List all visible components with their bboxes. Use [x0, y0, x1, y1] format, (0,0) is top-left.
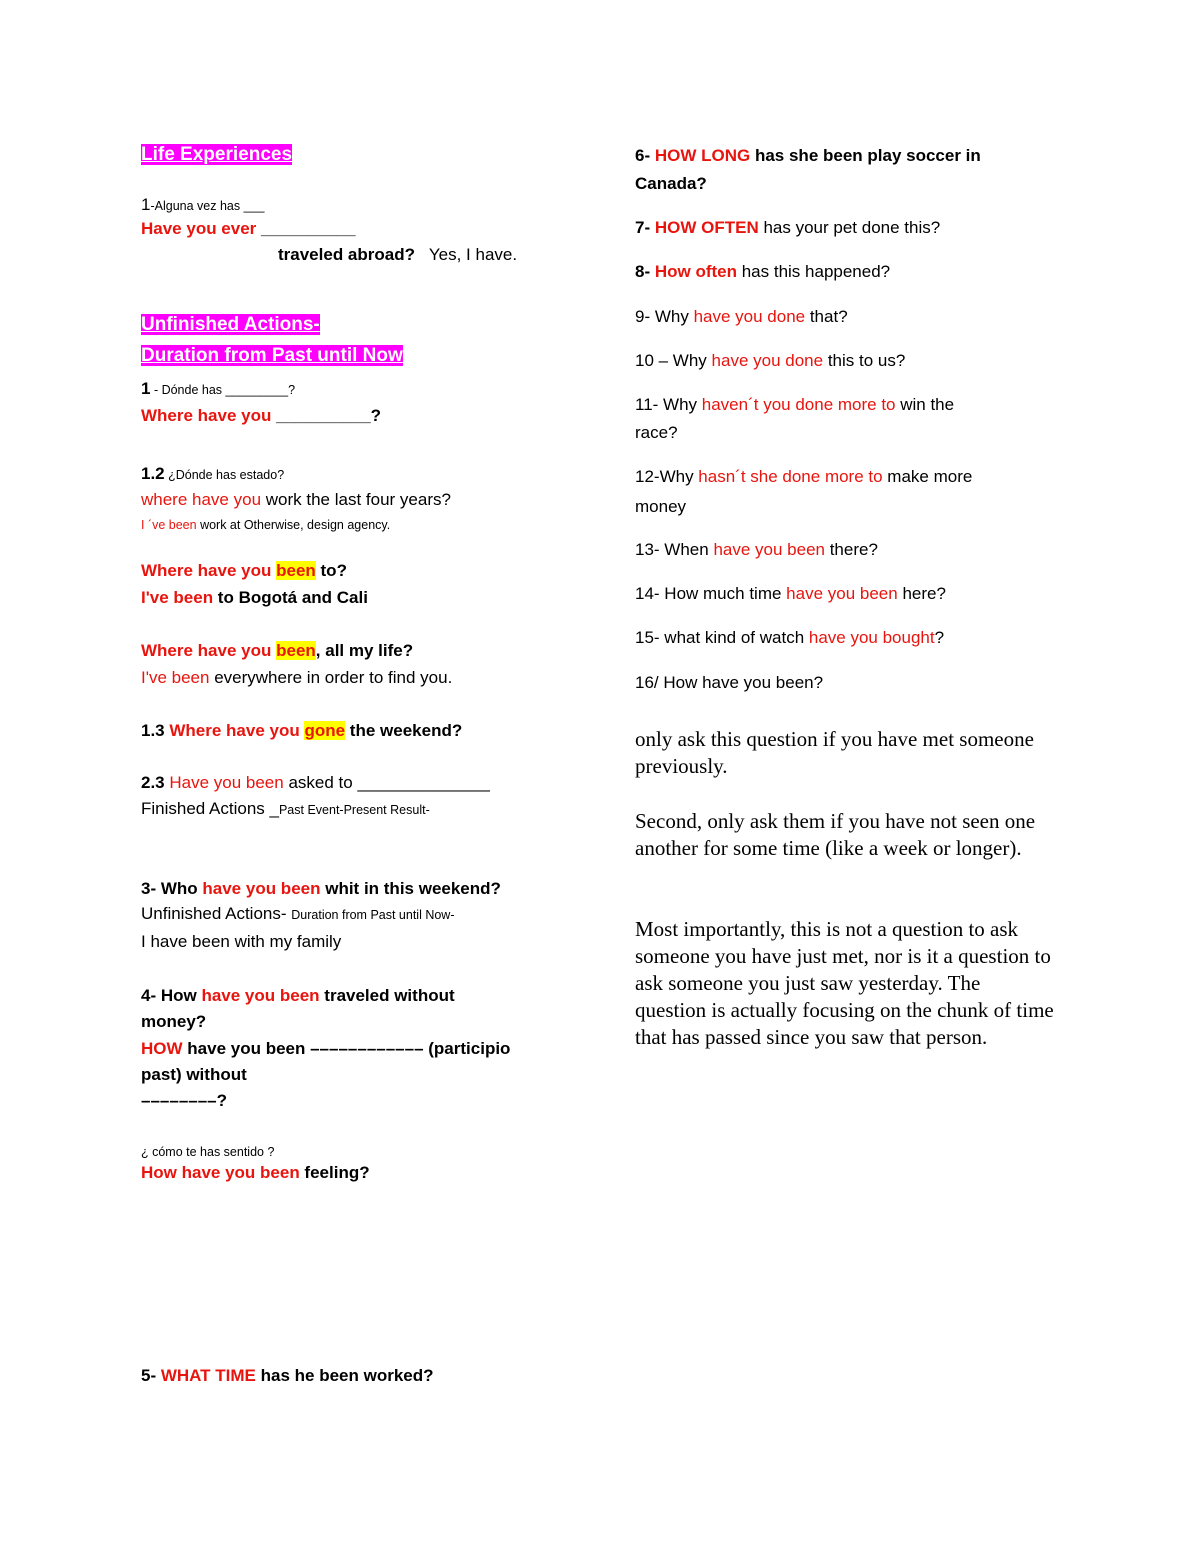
been-to-question: Where have you been to?: [141, 561, 347, 580]
paragraph-3: Most importantly, this is not a question to ask someone you have just met, nor is it a question to ask someone you just saw yesterday. The question is actually focusing on the chunk of time that has passed since you saw that person.: [635, 917, 1054, 1049]
q14: 14- How much time have you been here?: [635, 584, 946, 603]
paragraph-2: Second, only ask them if you have not seen one another for some time (like a week or longer).: [635, 809, 1036, 860]
q15: 15- what kind of watch have you bought?: [635, 628, 945, 647]
q13: 13- When have you been there?: [635, 540, 878, 559]
been-to-answer: I've been to Bogotá and Cali: [141, 588, 368, 607]
s23-question: 2.3 Have you been asked to ______________: [141, 773, 490, 792]
s23-finished-actions: Finished Actions _Past Event-Present Result-: [141, 799, 430, 818]
s4-line-3: HOW have you been –––––––––––– (participio: [141, 1039, 511, 1058]
paragraph-1: only ask this question if you have met someone previously.: [635, 727, 1034, 778]
s12-answer: I ´ve been work at Otherwise, design agency.: [141, 518, 391, 532]
s12-spanish: 1.2 ¿Dónde has estado?: [141, 464, 285, 483]
q9: 9- Why have you done that?: [635, 307, 848, 326]
life-question: Have you ever __________: [141, 219, 356, 238]
q12-line-1: 12-Why hasn´t she done more to make more: [635, 467, 973, 486]
unfinished-question: Where have you __________?: [141, 406, 382, 425]
q7: 7- HOW OFTEN has your pet done this?: [635, 218, 941, 237]
s3-answer: I have been with my family: [141, 932, 342, 951]
feeling-spanish: ¿ cómo te has sentido ?: [141, 1145, 275, 1159]
life-spanish: 1-Alguna vez has ___: [141, 195, 265, 214]
q11-line-2: race?: [635, 423, 678, 442]
s4-line-1: 4- How have you been traveled without: [141, 986, 455, 1005]
s13-question: 1.3 Where have you gone the weekend?: [141, 721, 463, 740]
s5-question: 5- WHAT TIME has he been worked?: [141, 1366, 434, 1385]
s12-question: where have you work the last four years?: [141, 490, 451, 509]
q10: 10 – Why have you done this to us?: [635, 351, 906, 370]
s3-unfinished: Unfinished Actions- Duration from Past until Now-: [141, 904, 455, 923]
unfinished-heading-2: Duration from Past until Now: [141, 345, 403, 366]
q12-line-2: money: [635, 497, 687, 516]
q11-line-1: 11- Why haven´t you done more to win the: [635, 395, 955, 414]
life-example: traveled abroad? Yes, I have.: [278, 245, 518, 264]
q16: 16/ How have you been?: [635, 673, 824, 692]
s4-line-5: ––––––––?: [141, 1091, 228, 1110]
q6-line-1: 6- HOW LONG has she been play soccer in: [635, 146, 981, 165]
unfinished-spanish: 1 - Dónde has _________?: [141, 379, 296, 398]
q8: 8- How often has this happened?: [635, 262, 891, 281]
unfinished-heading-1: Unfinished Actions-: [141, 314, 320, 335]
life-experiences-heading: Life Experiences: [141, 144, 293, 165]
q6-line-2: Canada?: [635, 174, 707, 193]
been-life-question: Where have you been, all my life?: [141, 641, 414, 660]
s4-line-4: past) without: [141, 1065, 247, 1084]
s4-line-2: money?: [141, 1012, 207, 1031]
s3-question: 3- Who have you been whit in this weekend?: [141, 879, 501, 898]
feeling-question: How have you been feeling?: [141, 1163, 370, 1182]
been-life-answer: I've been everywhere in order to find you.: [141, 668, 453, 687]
